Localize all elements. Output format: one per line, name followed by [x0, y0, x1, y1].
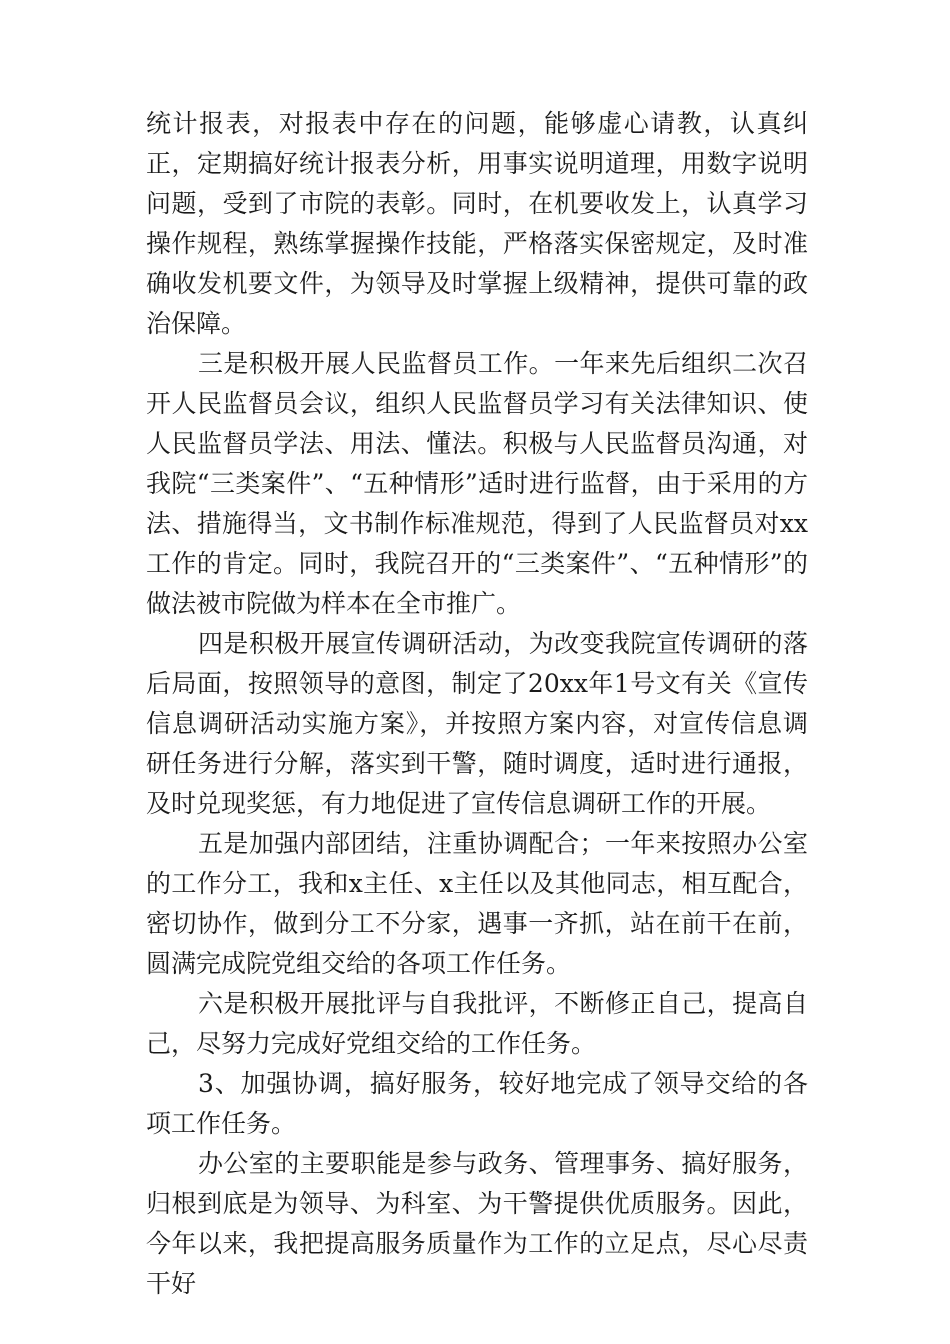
paragraph-section-3-heading: 3、加强协调，搞好服务，较好地完成了领导交给的各项工作任务。 [146, 1069, 808, 1138]
paragraph-people-supervisors: 三是积极开展人民监督员工作。一年来先后组织二次召开人民监督员会议，组织人民监督员学习有关法律知识、使人民监督员学法、用法、懂法。积极与人民监督员沟通，对我院“三类案件”、“五种情形”适时进行监督，由于采用的方法、措施得当，文书制作标准规范，得到了人民监督员对xx工作的肯定。同时，我院召开的“三类案件”、“五种情形”的做法被市院做为样本在全市推广。 [146, 349, 808, 618]
paragraph-statistics-reports: 统计报表，对报表中存在的问题，能够虚心请教，认真纠正，定期搞好统计报表分析，用事实说明道理，用数字说明问题，受到了市院的表彰。同时，在机要收发上，认真学习操作规程，熟练掌握操作技能，严格落实保密规定，及时准确收发机要文件，为领导及时掌握上级精神，提供可靠的政治保障。 [146, 109, 808, 338]
paragraph-self-criticism: 六是积极开展批评与自我批评，不断修正自己，提高自己，尽努力完成好党组交给的工作任务。 [146, 989, 808, 1058]
paragraph-internal-unity: 五是加强内部团结，注重协调配合；一年来按照办公室的工作分工，我和x主任、x主任以及其他同志，相互配合，密切协作，做到分工不分家，遇事一齐抓，站在前干在前，圆满完成院党组交给的各项工作任务。 [146, 829, 808, 978]
paragraph-office-functions: 办公室的主要职能是参与政务、管理事务、搞好服务，归根到底是为领导、为科室、为干警提供优质服务。因此，今年以来，我把提高服务质量作为工作的立足点，尽心尽责干好 [146, 1149, 808, 1298]
paragraph-publicity-research: 四是积极开展宣传调研活动，为改变我院宣传调研的落后局面，按照领导的意图，制定了20xx年1号文有关《宣传信息调研活动实施方案》，并按照方案内容，对宣传信息调研任务进行分解，落实到干警，随时调度，适时进行通报，及时兑现奖惩，有力地促进了宣传信息调研工作的开展。 [146, 629, 808, 818]
document-body [146, 104, 808, 1304]
